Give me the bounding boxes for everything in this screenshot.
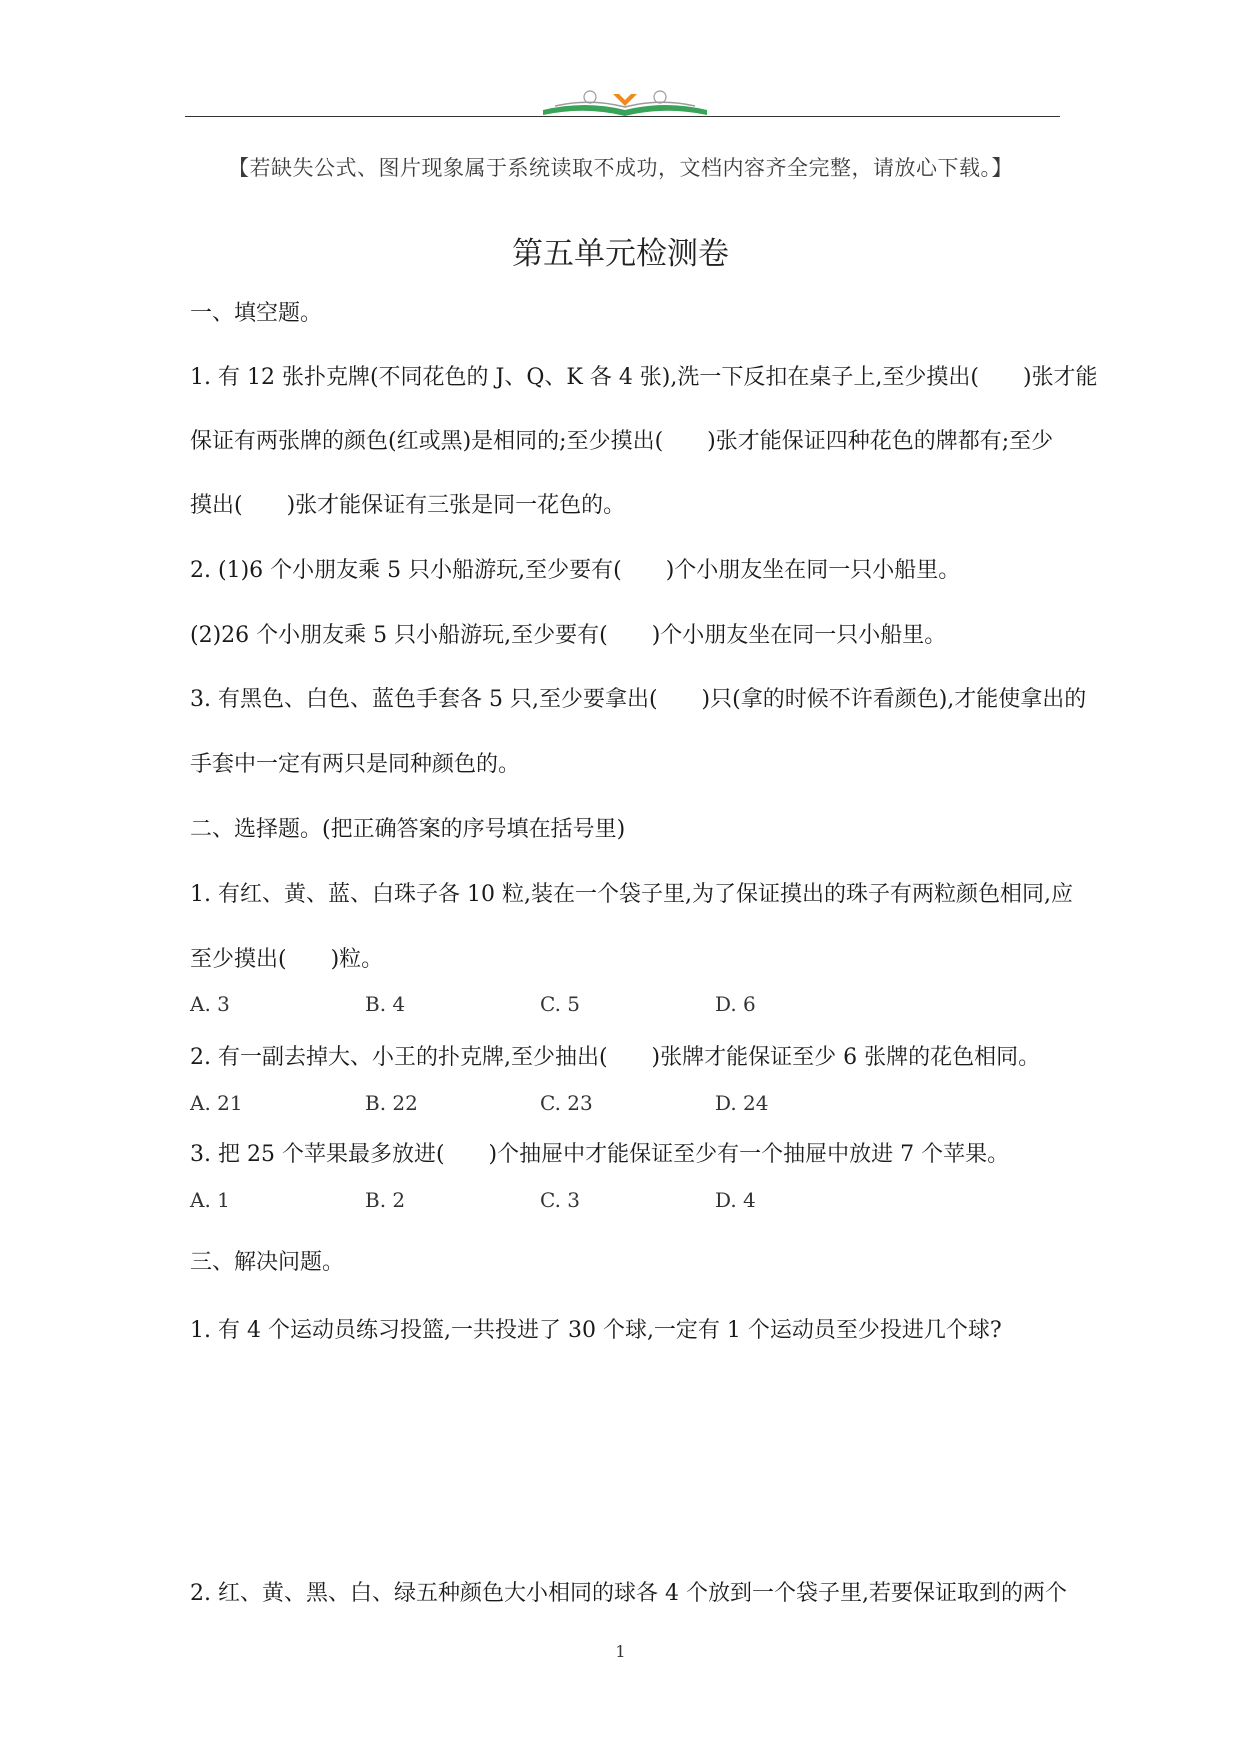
question-line: 2. 红、黄、黑、白、绿五种颜色大小相同的球各 4 个放到一个袋子里,若要保证取到的两个 (190, 1581, 1067, 1606)
question-line: 摸出( )张才能保证有三张是同一花色的。 (190, 493, 626, 518)
section-heading-solve: 三、解决问题。 (190, 1250, 345, 1275)
page-number: 1 (615, 1642, 626, 1661)
option-a: A. 1 (190, 1188, 230, 1212)
question-line: 2. 有一副去掉大、小王的扑克牌,至少抽出( )张牌才能保证至少 6 张牌的花色相同。 (190, 1045, 1041, 1070)
option-d: D. 4 (715, 1188, 756, 1212)
question-line: 3. 把 25 个苹果最多放进( )个抽屉中才能保证至少有一个抽屉中放进 7 个苹果。 (190, 1142, 1010, 1167)
question-line: 保证有两张牌的颜色(红或黑)是相同的;至少摸出( )张才能保证四种花色的牌都有;至少 (190, 429, 1054, 454)
header-rule (185, 116, 1060, 117)
question-line: 1. 有 4 个运动员练习投篮,一共投进了 30 个球,一定有 1 个运动员至少投进几个球? (190, 1318, 1002, 1343)
download-notice: 【若缺失公式、图片现象属于系统读取不成功，文档内容齐全完整，请放心下载。】 (228, 156, 1013, 180)
section-heading-choice: 二、选择题。(把正确答案的序号填在括号里) (190, 817, 626, 842)
option-c: C. 23 (540, 1091, 593, 1115)
option-a: A. 21 (190, 1091, 243, 1115)
option-c: C. 5 (540, 992, 581, 1016)
option-d: D. 24 (715, 1091, 769, 1115)
book-logo-icon (535, 88, 715, 118)
option-a: A. 3 (190, 992, 230, 1016)
question-line: 1. 有红、黄、蓝、白珠子各 10 粒,装在一个袋子里,为了保证摸出的珠子有两粒颜色相同,应 (190, 882, 1073, 907)
section-heading-fill-in: 一、填空题。 (190, 301, 323, 326)
option-b: B. 4 (365, 992, 406, 1016)
question-line: 1. 有 12 张扑克牌(不同花色的 J、Q、K 各 4 张),洗一下反扣在桌子上,至少摸出( )张才能 (190, 365, 1098, 390)
question-line: (2)26 个小朋友乘 5 只小船游玩,至少要有( )个小朋友坐在同一只小船里。 (190, 623, 947, 648)
question-line: 手套中一定有两只是同种颜色的。 (190, 752, 521, 777)
option-c: C. 3 (540, 1188, 581, 1212)
question-line: 2. (1)6 个小朋友乘 5 只小船游玩,至少要有( )个小朋友坐在同一只小船里。 (190, 558, 961, 583)
question-line: 至少摸出( )粒。 (190, 947, 384, 972)
option-b: B. 2 (365, 1188, 406, 1212)
option-d: D. 6 (715, 992, 756, 1016)
question-line: 3. 有黑色、白色、蓝色手套各 5 只,至少要拿出( )只(拿的时候不许看颜色),才能使拿出的 (190, 687, 1087, 712)
option-b: B. 22 (365, 1091, 418, 1115)
page-title: 第五单元检测卷 (512, 236, 729, 272)
